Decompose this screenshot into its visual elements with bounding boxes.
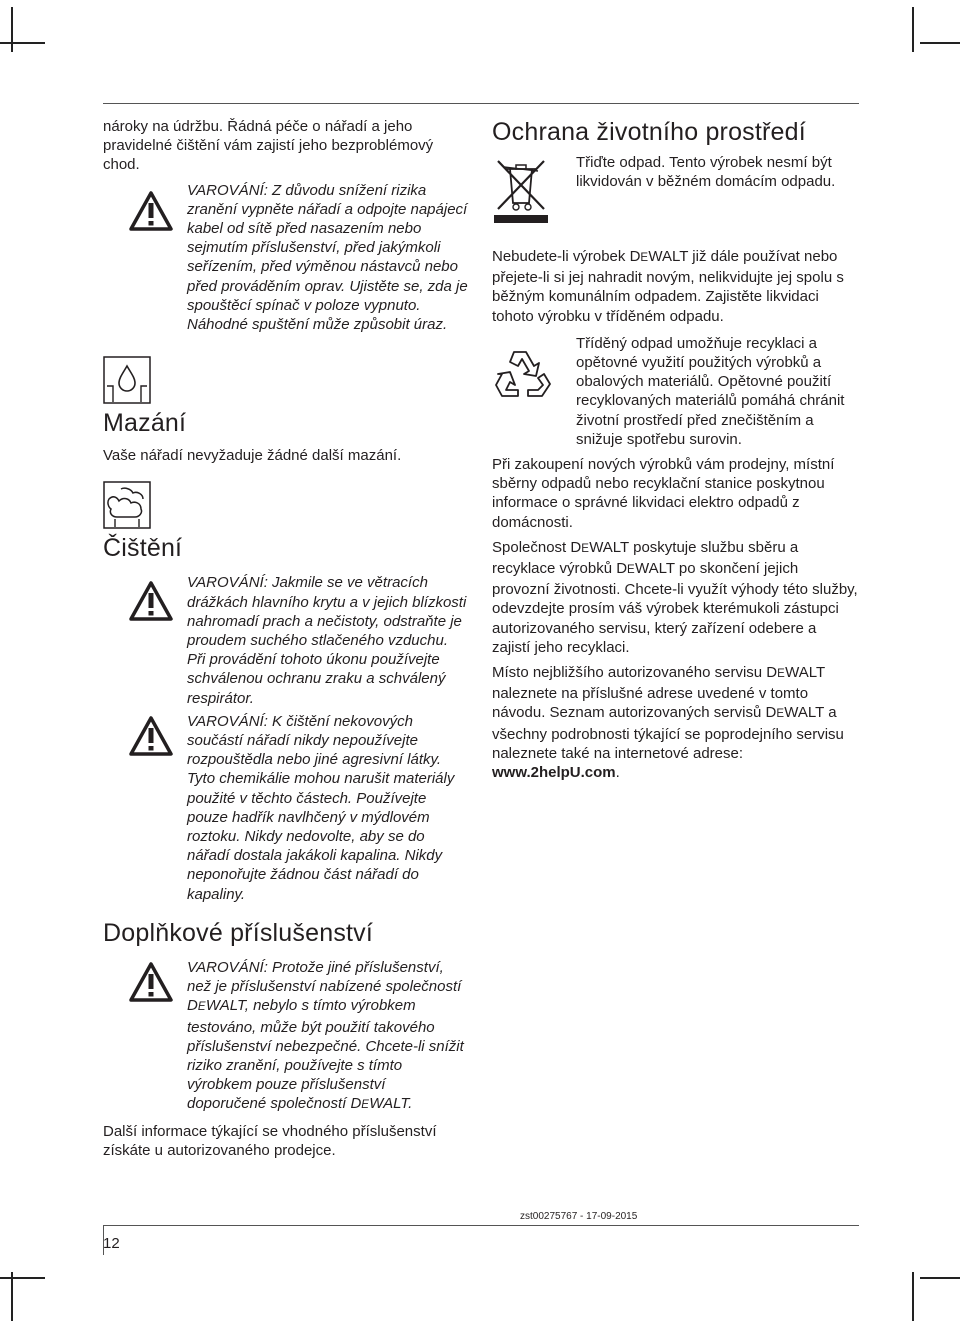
warning-triangle-icon	[129, 716, 173, 756]
recycle-icon	[492, 344, 554, 404]
accessories-text: Další informace týkající se vhodného příslušenství získáte u autorizovaného prodejce.	[103, 1122, 437, 1159]
warning-label: VAROVÁNÍ:	[187, 181, 268, 199]
weee-block	[492, 153, 858, 227]
lubrication-section	[103, 356, 468, 465]
cleaning-section	[103, 481, 468, 563]
crop-mark	[912, 7, 914, 52]
service-paragraph	[492, 663, 858, 782]
retailer-paragraph: Při zakoupení nových výrobků vám prodejny, místní sběrny odpadů nebo recyklační stanice poskytnou informace o správné likvidaci elektro odpadů z domácnosti.	[492, 456, 835, 531]
brand-small-caps: E	[640, 252, 649, 264]
text-span: .	[615, 764, 620, 782]
crop-mark	[11, 1272, 13, 1321]
crop-mark	[920, 42, 960, 44]
lubrication-oil-drop-icon	[103, 356, 151, 404]
recycle-text: Tříděný odpad umožňuje recyklaci a opětovné využití použitých výrobků a obalových materiálů. Opětovné použití recyklovaných materiálů pomáhá chránit životní prostředí před znečištěním a snižuje spotřebu surovin.	[576, 334, 845, 448]
cleaning-heading: Čištění	[103, 534, 183, 563]
top-rule	[103, 103, 859, 104]
text-span: Nebudete-li výrobek D	[492, 248, 641, 265]
brand-small-caps: E	[627, 564, 636, 577]
disposal-paragraph	[492, 247, 858, 326]
text-span: WALT po skončení jejich provozní životnosti. Chcete-li využít výhody této služby, odevzdejte prosím váš výrobek kterémukoli zástupci autorizovaného servisu, který zařízení odebere a zajistí jeho recyklaci.	[492, 560, 858, 656]
warning-text: Protože jiné příslušenství, než je příslušenství nabízené společností D	[187, 958, 462, 1015]
text-span: WALT a všechny podrobnosti týkající se poprodejního servisu naleznete také na internetové adrese:	[492, 704, 844, 762]
maintenance-intro: nároky na údržbu. Řádná péče o nářadí a jeho pravidelné čištění vám zajistí jeho bezproblémový chod.	[103, 118, 434, 174]
text-span: Společnost D	[492, 538, 582, 556]
warning-text: WALT, nebylo s tímto výrobkem testováno, může být použití takového příslušenství nebezpečné. Chcete-li snížit riziko zranění, používejte s tímto výrobkem pouze příslušenství doporučené společností D	[187, 997, 464, 1113]
recycle-block	[492, 334, 858, 449]
warning-text-strong: Z důvodu snížení rizika zranění vypněte nářadí a odpojte napájecí kabel od sítě před nasazením nebo sejmutím příslušenství, před jakýmkoli seřízením, před výměnou nástavců nebo před prováděním oprav.	[187, 181, 468, 295]
crossed-bin-icon	[492, 155, 550, 225]
crop-mark	[920, 1277, 960, 1279]
environment-heading: Ochrana životního prostředí	[492, 118, 806, 146]
brand-small-caps: E	[776, 708, 785, 721]
service-url-link[interactable]: www.2helpU.com	[492, 764, 616, 782]
crop-mark	[0, 42, 45, 44]
brand-small-caps: E	[777, 668, 786, 681]
lubrication-text: Vaše nářadí nevyžaduje žádné další mazání.	[103, 447, 402, 465]
warning-label: VAROVÁNÍ:	[187, 712, 268, 730]
bottom-rule	[103, 1225, 859, 1226]
text-span: Místo nejbližšího autorizovaného servisu D	[492, 664, 778, 682]
warning-label: VAROVÁNÍ:	[187, 574, 268, 592]
warning-text: K čištění nekovových součástí nářadí nikdy nepoužívejte rozpouštědla nebo jiné agresivní látky. Tyto chemikálie mohou narušit materiály použité v těchto částech. Používejte pouze hadřík navlhčený v mýdlovém roztoku. Nikdy nedovolte, aby se do nářadí dostala jakákoli kapalina. Nikdy neponořujte žádnou část nářadí do kapaliny.	[187, 712, 455, 903]
warning-text: Jakmile se ve větracích drážkách hlavního krytu a v jejich blízkosti nahromadí prach a nečistoty, odstraňte je proudem suchého stlačeného vzduchu. Při provádění tohoto úkonu používejte schválenou ochranu zraku a schválený respirátor.	[187, 574, 467, 707]
right-column	[492, 117, 858, 782]
text-span: WALT naleznete na příslušné adrese uvedené v tomto návodu. Seznam autorizovaných servisů D	[492, 664, 825, 722]
crop-mark	[912, 1272, 914, 1321]
cleaning-hand-cloth-icon	[103, 481, 151, 529]
brand-small-caps: E	[197, 1001, 206, 1014]
warning-text: Ujistěte se, zda je spouštěcí spínač v poloze vypnuto. Náhodné spuštění může způsobit úraz.	[187, 277, 468, 334]
warning-label: VAROVÁNÍ:	[187, 958, 268, 976]
text-span: WALT již dále používat nebo přejete-li si jej nahradit novým, nelikvidujte jej spolu s běžným komunálním odpadem. Zajistěte likvidaci tohoto výrobku v tříděném odpadu.	[492, 248, 844, 325]
warning-triangle-icon	[129, 962, 173, 1002]
warning-text: WALT.	[369, 1095, 413, 1113]
crop-mark	[11, 7, 13, 52]
warning-accessories	[103, 958, 468, 1116]
warning-cleaning-air	[103, 573, 468, 707]
warning-cleaning-solvents	[103, 712, 468, 904]
crop-mark	[0, 1277, 45, 1279]
brand-small-caps: E	[581, 542, 590, 555]
brand-small-caps: E	[361, 1099, 370, 1112]
weee-text: Třiďte odpad. Tento výrobek nesmí být likvidován v běžném domácím odpadu.	[576, 154, 836, 191]
left-column	[103, 117, 468, 1160]
warning-maintenance	[103, 181, 468, 335]
document-id: zst00275767 - 17-09-2015	[520, 1211, 638, 1222]
collection-paragraph	[492, 538, 858, 657]
accessories-heading: Doplňkové příslušenství	[103, 918, 374, 947]
page-number: 12	[103, 1235, 120, 1252]
warning-triangle-icon	[129, 191, 173, 231]
text-span: WALT poskytuje službu sběru a recyklace výrobků D	[492, 538, 799, 578]
warning-triangle-icon	[129, 581, 173, 621]
lubrication-heading: Mazání	[103, 409, 187, 438]
